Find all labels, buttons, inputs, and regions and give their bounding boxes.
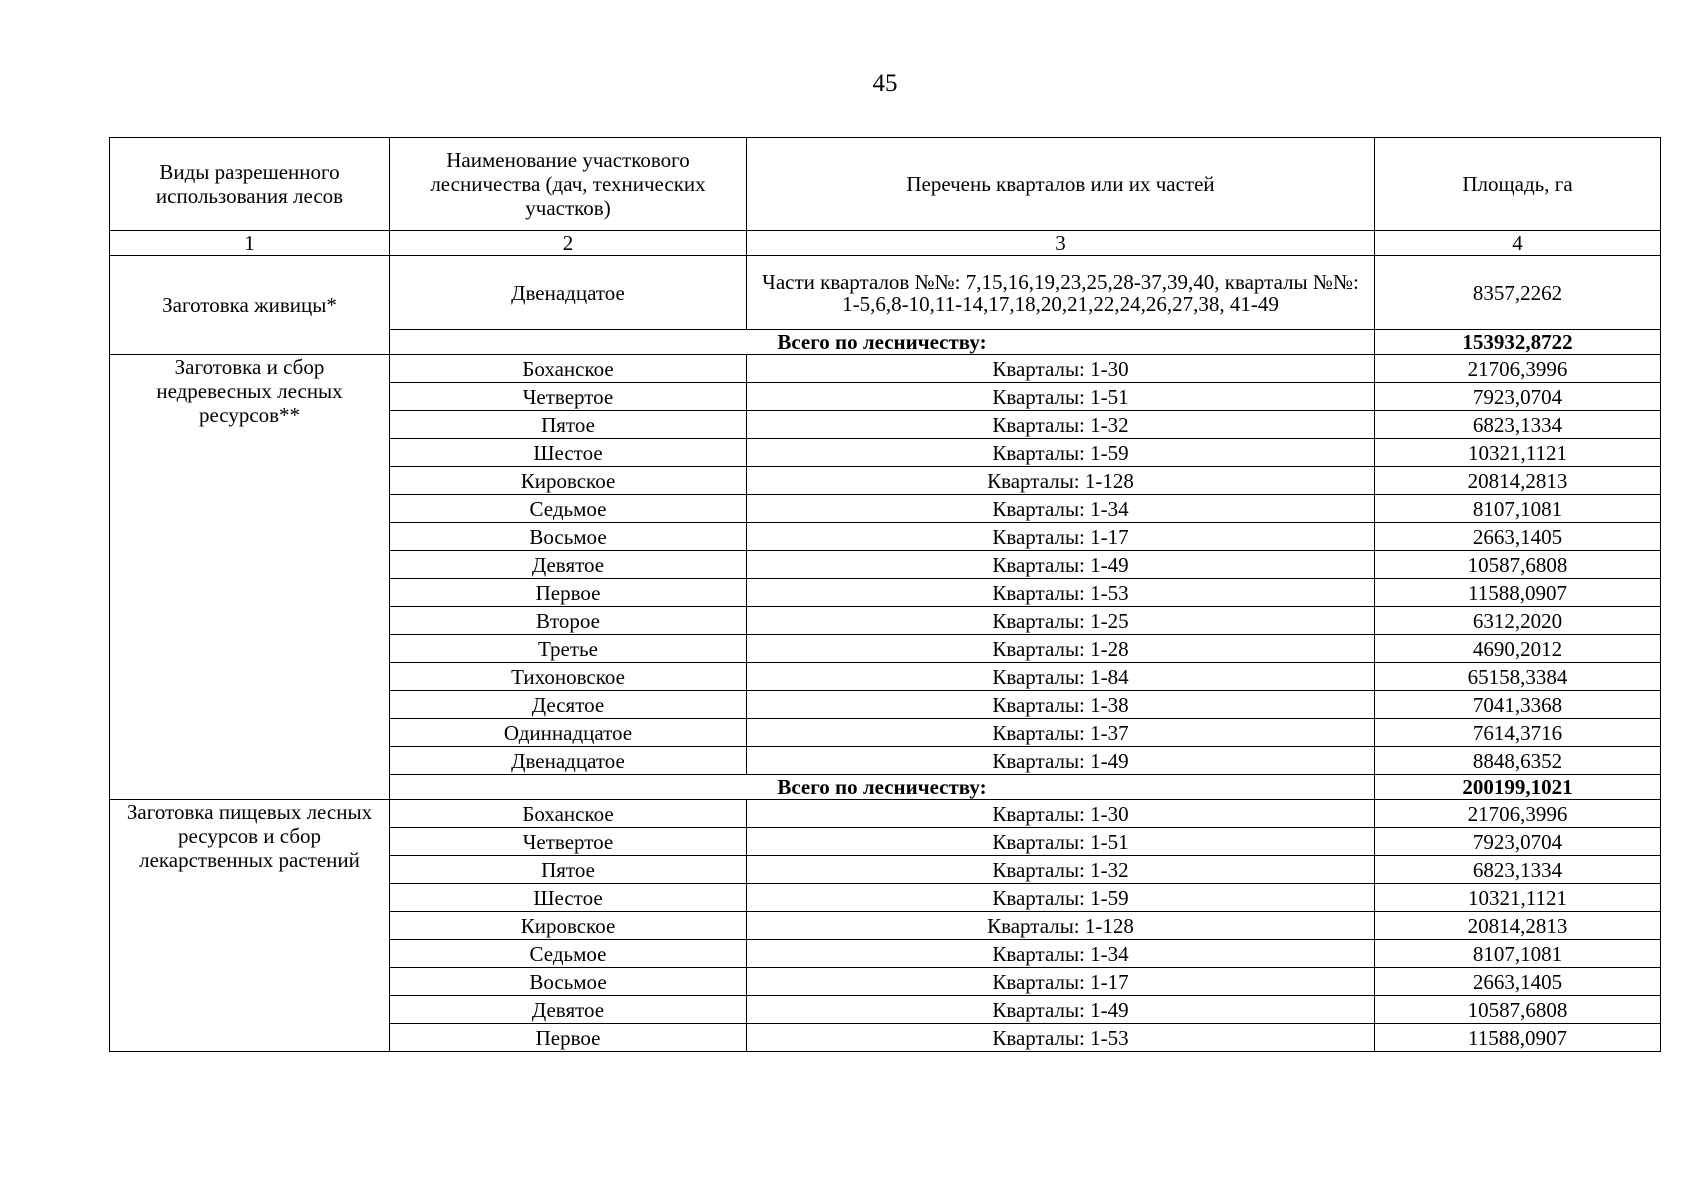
- area-cell: 2663,1405: [1375, 523, 1661, 551]
- forestry-cell: Кировское: [390, 467, 747, 495]
- total-value: 200199,1021: [1375, 775, 1661, 800]
- page-number: 45: [872, 70, 898, 97]
- forestry-cell: Седьмое: [390, 495, 747, 523]
- area-cell: 8357,2262: [1375, 256, 1661, 330]
- header-cell-area: Площадь, га: [1375, 138, 1661, 231]
- column-number: 4: [1375, 231, 1661, 256]
- area-cell: 10587,6808: [1375, 996, 1661, 1024]
- quarters-cell: Кварталы: 1-34: [747, 495, 1375, 523]
- forestry-cell: Пятое: [390, 856, 747, 884]
- quarters-cell: Кварталы: 1-51: [747, 828, 1375, 856]
- forestry-cell: Боханское: [390, 800, 747, 828]
- quarters-cell: Кварталы: 1-59: [747, 439, 1375, 467]
- area-cell: 65158,3384: [1375, 663, 1661, 691]
- area-cell: 2663,1405: [1375, 968, 1661, 996]
- forestry-cell: Первое: [390, 1024, 747, 1052]
- forestry-cell: Восьмое: [390, 523, 747, 551]
- quarters-cell: Части кварталов №№: 7,15,16,19,23,25,28-37,39,40, кварталы №№: 1-5,6,8-10,11-14,17,18,20,21,22,24,26,27,38, 41-49: [747, 256, 1375, 330]
- quarters-cell: Кварталы: 1-38: [747, 691, 1375, 719]
- use-type-cell: Заготовка живицы*: [110, 256, 390, 355]
- area-cell: 8848,6352: [1375, 747, 1661, 775]
- column-number: 2: [390, 231, 747, 256]
- quarters-cell: Кварталы: 1-32: [747, 411, 1375, 439]
- quarters-cell: Кварталы: 1-49: [747, 551, 1375, 579]
- forestry-cell: Шестое: [390, 884, 747, 912]
- quarters-cell: Кварталы: 1-53: [747, 1024, 1375, 1052]
- table-row: [110, 800, 1661, 828]
- forestry-cell: Двенадцатое: [390, 747, 747, 775]
- total-value: 153932,8722: [1375, 330, 1661, 355]
- forestry-cell: Третье: [390, 635, 747, 663]
- header-cell-quarters: Перечень кварталов или их частей: [747, 138, 1375, 231]
- forestry-cell: Седьмое: [390, 940, 747, 968]
- column-number: 1: [110, 231, 390, 256]
- quarters-cell: Кварталы: 1-28: [747, 635, 1375, 663]
- area-cell: 20814,2813: [1375, 912, 1661, 940]
- total-label: Всего по лесничеству:: [390, 775, 1375, 800]
- quarters-cell: Кварталы: 1-49: [747, 747, 1375, 775]
- table-row: [110, 355, 1661, 383]
- forestry-cell: Одиннадцатое: [390, 719, 747, 747]
- area-cell: 7041,3368: [1375, 691, 1661, 719]
- quarters-cell: Кварталы: 1-30: [747, 355, 1375, 383]
- area-cell: 6312,2020: [1375, 607, 1661, 635]
- area-cell: 20814,2813: [1375, 467, 1661, 495]
- use-type-cell: Заготовка пищевых лесных ресурсов и сбор лекарственных растений: [110, 800, 390, 1052]
- area-cell: 10321,1121: [1375, 439, 1661, 467]
- area-cell: 6823,1334: [1375, 856, 1661, 884]
- header-cell-use-type: Виды разрешенного использования лесов: [110, 138, 390, 231]
- use-type-cell: Заготовка и сбор недревесных лесных ресурсов**: [110, 355, 390, 800]
- quarters-cell: Кварталы: 1-84: [747, 663, 1375, 691]
- quarters-cell: Кварталы: 1-128: [747, 467, 1375, 495]
- forestry-cell: Четвертое: [390, 383, 747, 411]
- total-label: Всего по лесничеству:: [390, 330, 1375, 355]
- quarters-cell: Кварталы: 1-37: [747, 719, 1375, 747]
- forestry-cell: Шестое: [390, 439, 747, 467]
- area-cell: 8107,1081: [1375, 495, 1661, 523]
- forestry-cell: Десятое: [390, 691, 747, 719]
- forestry-cell: Тихоновское: [390, 663, 747, 691]
- quarters-cell: Кварталы: 1-32: [747, 856, 1375, 884]
- quarters-cell: Кварталы: 1-17: [747, 523, 1375, 551]
- quarters-cell: Кварталы: 1-34: [747, 940, 1375, 968]
- quarters-cell: Кварталы: 1-53: [747, 579, 1375, 607]
- area-cell: 7614,3716: [1375, 719, 1661, 747]
- area-cell: 10321,1121: [1375, 884, 1661, 912]
- quarters-cell: Кварталы: 1-59: [747, 884, 1375, 912]
- header-cell-forestry: Наименование участкового лесничества (дач, технических участков): [390, 138, 747, 231]
- table-row: [110, 256, 1661, 330]
- quarters-cell: Кварталы: 1-49: [747, 996, 1375, 1024]
- area-cell: 7923,0704: [1375, 828, 1661, 856]
- area-cell: 8107,1081: [1375, 940, 1661, 968]
- forestry-cell: Четвертое: [390, 828, 747, 856]
- quarters-cell: Кварталы: 1-51: [747, 383, 1375, 411]
- forestry-cell: Восьмое: [390, 968, 747, 996]
- forestry-cell: Кировское: [390, 912, 747, 940]
- column-number-row: [110, 231, 1661, 256]
- column-number: 3: [747, 231, 1375, 256]
- forestry-cell: Двенадцатое: [390, 256, 747, 330]
- forest-use-table: [109, 137, 1661, 1052]
- table-header-row: [110, 138, 1661, 231]
- area-cell: 4690,2012: [1375, 635, 1661, 663]
- area-cell: 6823,1334: [1375, 411, 1661, 439]
- area-cell: 21706,3996: [1375, 355, 1661, 383]
- quarters-cell: Кварталы: 1-17: [747, 968, 1375, 996]
- quarters-cell: Кварталы: 1-128: [747, 912, 1375, 940]
- forestry-cell: Девятое: [390, 996, 747, 1024]
- area-cell: 21706,3996: [1375, 800, 1661, 828]
- forestry-cell: Боханское: [390, 355, 747, 383]
- area-cell: 7923,0704: [1375, 383, 1661, 411]
- quarters-cell: Кварталы: 1-25: [747, 607, 1375, 635]
- forestry-cell: Второе: [390, 607, 747, 635]
- quarters-cell: Кварталы: 1-30: [747, 800, 1375, 828]
- forestry-cell: Пятое: [390, 411, 747, 439]
- area-cell: 11588,0907: [1375, 1024, 1661, 1052]
- area-cell: 11588,0907: [1375, 579, 1661, 607]
- forestry-cell: Первое: [390, 579, 747, 607]
- area-cell: 10587,6808: [1375, 551, 1661, 579]
- forestry-cell: Девятое: [390, 551, 747, 579]
